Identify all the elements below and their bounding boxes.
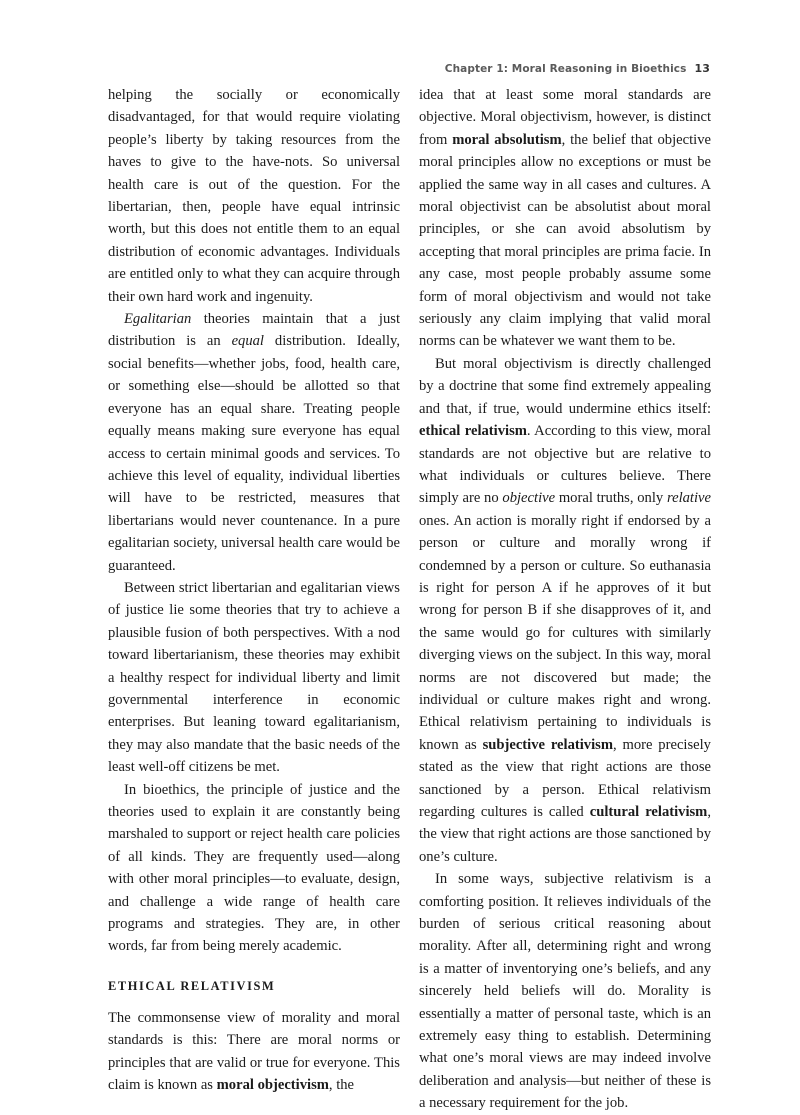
term-moral-absolutism: moral absolutism — [452, 131, 562, 148]
paragraph-moral-absolutism: idea that at least some moral standards are objective. Moral objectivism, however, is distinct from moral absolutism, the belief that objective moral principles allow no exceptions or must be applied the same way in all cases and cultures. A moral objectivist can be absolutist about moral principles, or she can avoid absolutism by accepting that moral principles are prima facie. In any case, most people probably assume some form of moral objectivism and would not take seriously any claim implying that valid moral norms can be whatever we want them to be. — [419, 87, 711, 350]
term-subjective-relativism: subjective relativism — [482, 736, 613, 753]
paragraph-subjective-relativism: In some ways, subjective relativism is a comforting position. It relieves individuals of the burden of serious critical reasoning about morality. After all, determining right and wrong is a matter of inventorying one’s beliefs, and any sincerely held beliefs will do. Morality is essentially a matter of personal taste, which is an extremely easy thing to establish. Determining what one’s moral views are may indeed involve deliberation and analysis—but neither of these is a necessary requirement for the job. — [419, 871, 711, 1112]
left-column — [108, 84, 400, 1096]
paragraph-egalitarian: Egalitarian theories maintain that a just distribution is an equal distribution. Ideally, social benefits—whether jobs, food, health care, or something else—should be allotted so that everyone has an equal share. Treating people equally means making sure everyone has equal access to certain minimal goods and services. To achieve this level of equality, individual liberties will have to be restricted, measures that libertarians would never countenance. In a pure egalitarian society, universal health care would be guaranteed. — [108, 311, 400, 574]
emphasis-relative: relative — [666, 490, 711, 507]
term-cultural-relativism: cultural relativism — [589, 804, 708, 820]
term-moral-objectivism: moral objectivism — [216, 1077, 329, 1094]
term-ethical-relativism: ethical relativism — [419, 423, 527, 440]
paragraph-fusion: Between strict libertarian and egalitarian views of justice lie some theories that try to achieve a plausible fusion of both perspectives. With a nod toward libertarianism, these theories may exhibit a healthy respect for individual liberty and limit governmental interference in economic enterprises. But leaning toward egalitarianism, they may also mandate that the basic needs of the least well-off citizens be met. — [108, 579, 400, 776]
paragraph-commonsense-view: The commonsense view of morality and moral standards is this: There are moral norms or principles that are valid or true for everyone. This claim is known as moral objectivism, the — [108, 1009, 400, 1094]
running-head — [445, 62, 710, 75]
paragraph-ethical-relativism: But moral objectivism is directly challenged by a doctrine that some find extremely appealing and that, if true, would undermine ethics itself: ethical relativism. According to this view, moral standards are not objective but are relative to what individuals or cultures believe. There simply are no objective moral truths, only relative ones. An action is morally right if endorsed by a person or culture and morally wrong if condemned by a person or culture. So euthanasia is right for person A if he approves of it but wrong for person B if she disapproves of it, and the same would go for cultures with similarly diverging views on the subject. In this way, moral norms are not discovered but made; the individual or culture makes right and wrong. Ethical relativism pertaining to individuals is known as subjective relativism, more precisely stated as the view that right actions are those sanctioned by a person. Ethical relativism regarding cultures is called cultural relativism, the view that right actions are those sanctioned by one’s culture. — [419, 355, 711, 865]
chapter-title: Chapter 1: Moral Reasoning in Bioethics — [444, 63, 687, 75]
right-column — [419, 84, 711, 1115]
paragraph-bioethics-justice: In bioethics, the principle of justice and the theories used to explain it are constantly being marshaled to support or reject health care policies of all kinds. They are frequently used—along with other moral principles—to evaluate, design, and challenge a wide range of health care programs and strategies. They are, in other words, far from being merely academic. — [108, 781, 400, 955]
emphasis-equal: equal — [231, 333, 264, 350]
page-number: 13 — [694, 62, 710, 75]
term-egalitarian: Egalitarian — [124, 311, 192, 328]
paragraph-libertarian: helping the socially or economically disadvantaged, for that would require violating people’s liberty by taking resources from the haves to give to the have-nots. So universal health care is out of the question. For the libertarian, then, people have equal intrinsic worth, but this does not entitle them to an equal distribution of economic advantages. Individuals are entitled only to what they can acquire through their own hard work and ingenuity. — [108, 87, 400, 305]
emphasis-objective: objective — [502, 490, 556, 507]
section-heading: ETHICAL RELATIVISM — [108, 978, 276, 993]
